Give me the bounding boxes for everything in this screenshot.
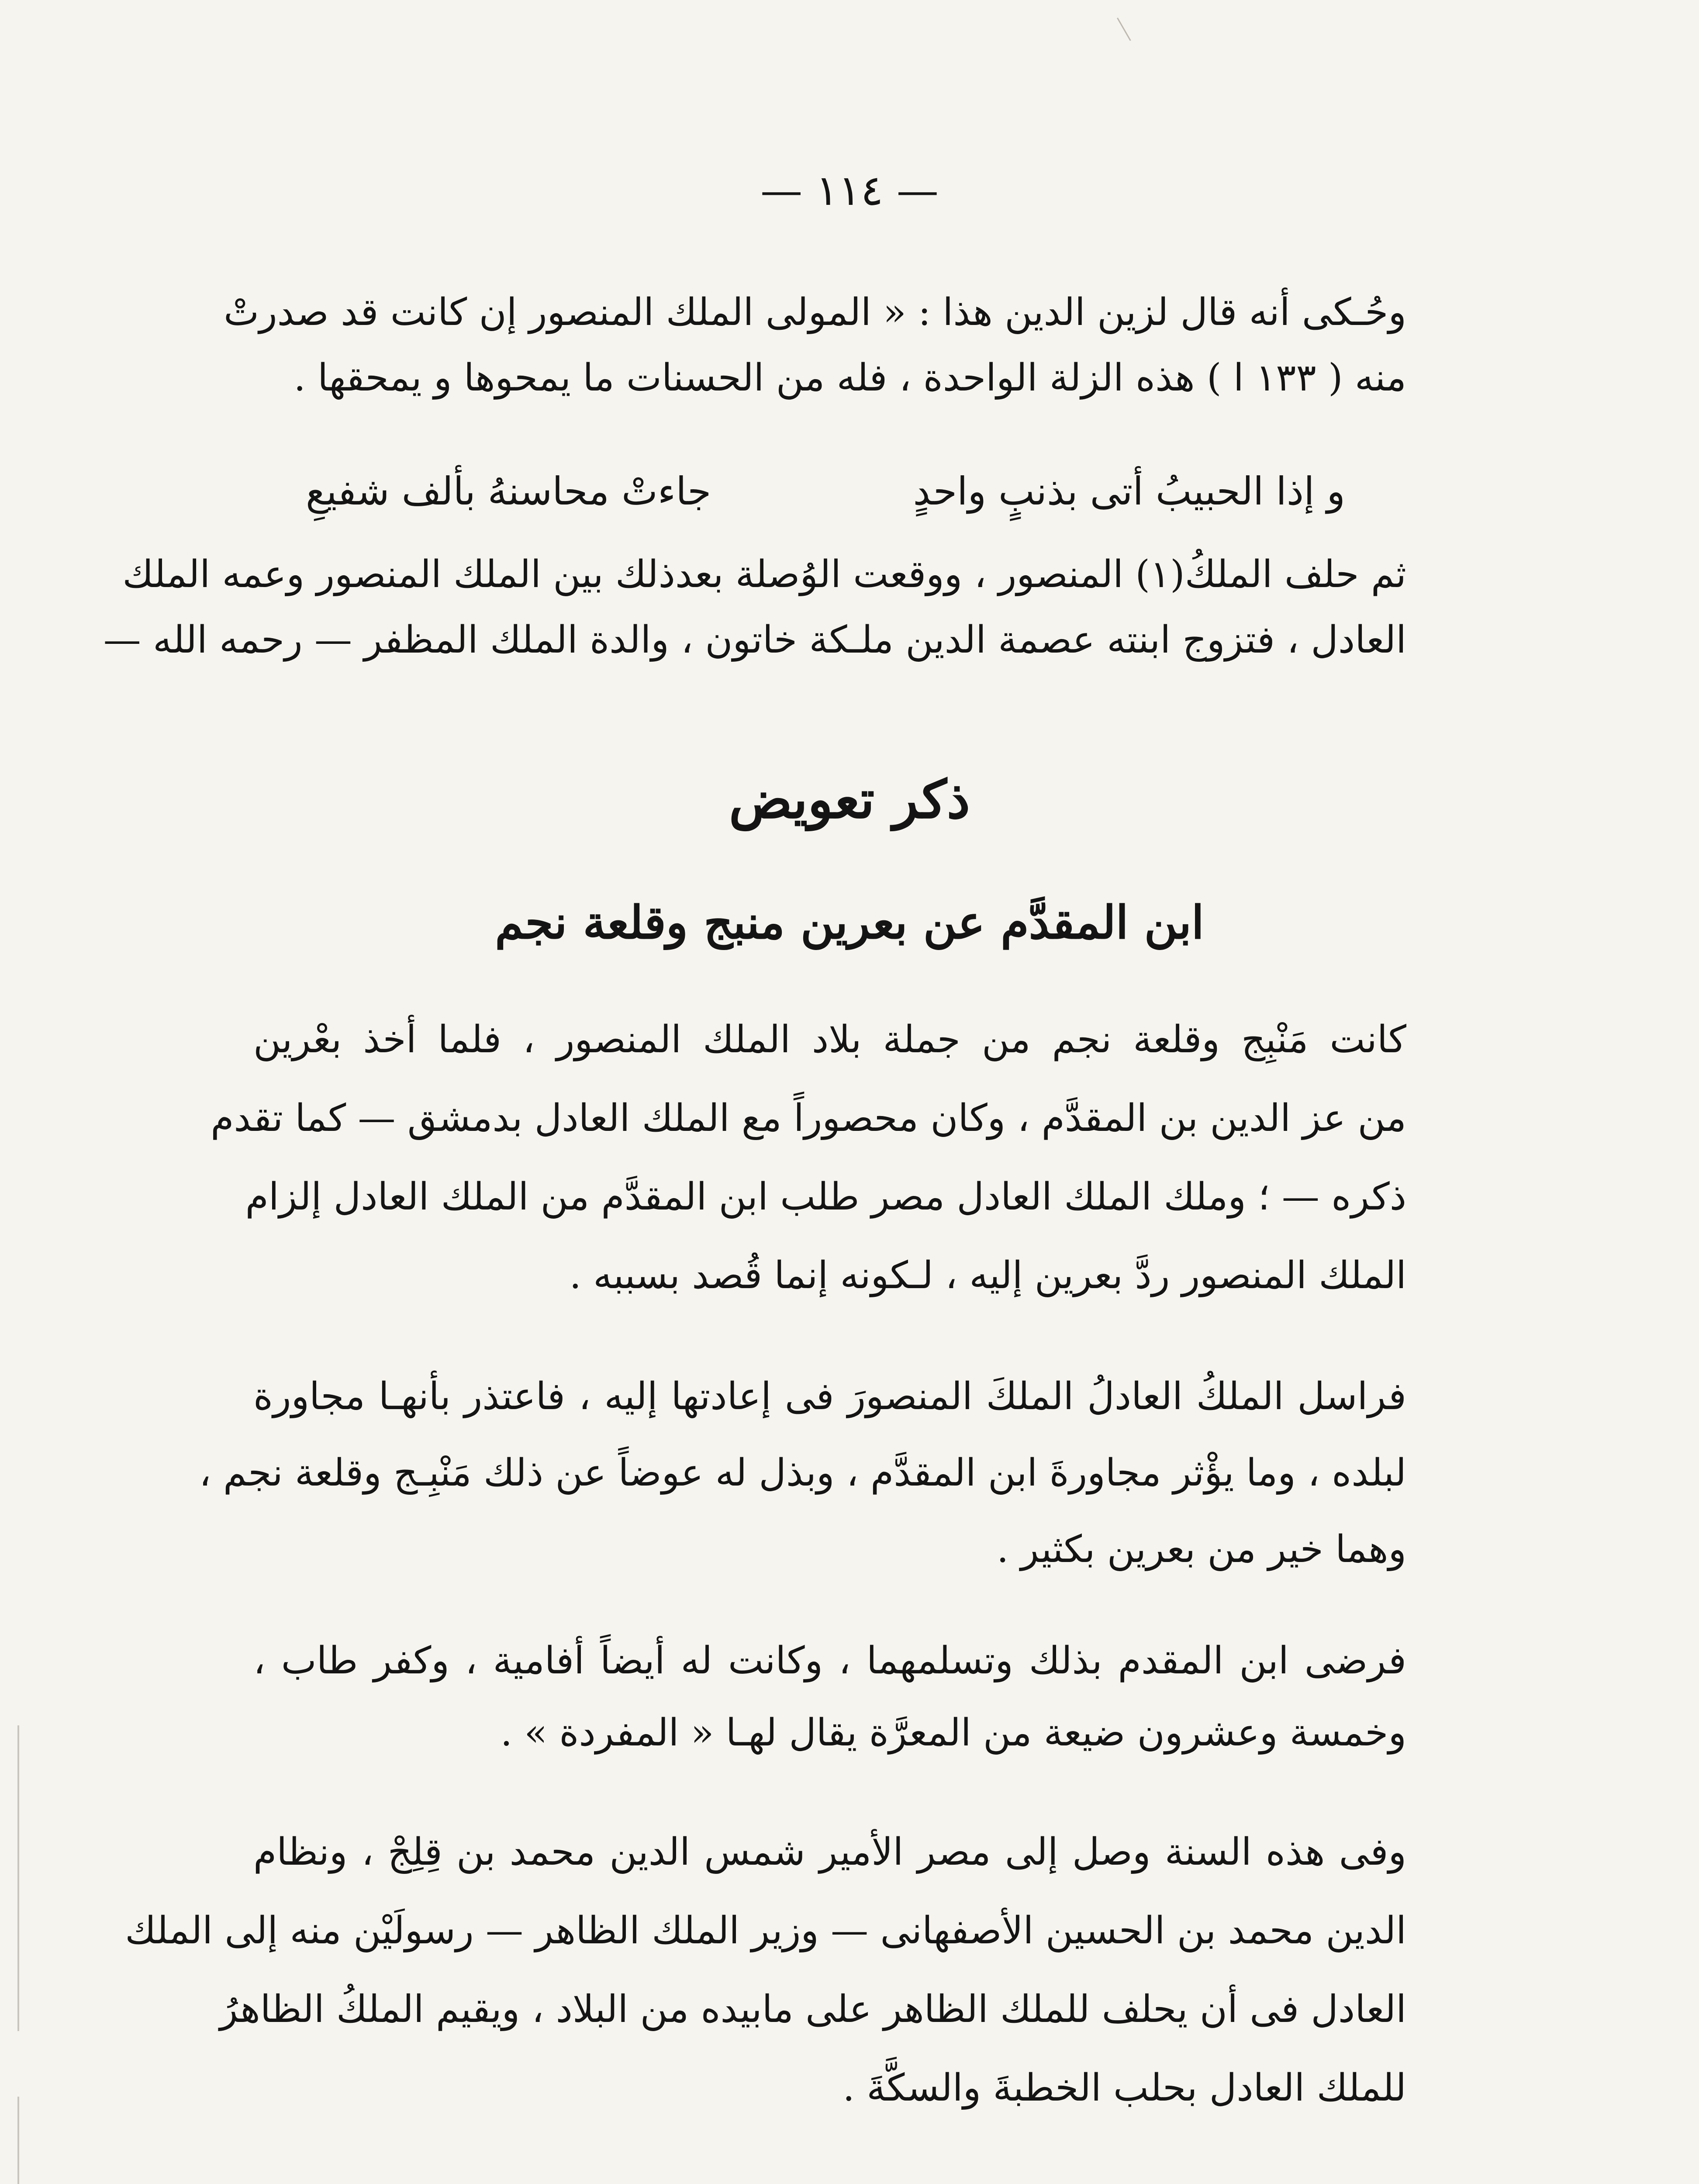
section-subheading: ابن المقدَّم عن بعرين منبج وقلعة نجم [495, 895, 1204, 949]
text-line: وخمسة وعشرون ضيعة من المعرَّة يقال لهـا « المفردة » . [500, 1711, 1406, 1755]
text-line: لبلده ، وما يؤْثر مجاورةَ ابن المقدَّم ، وبذل له عوضاً عن ذلك مَنْبِـج وقلعة نجم ، [199, 1451, 1406, 1495]
text-line: الدين محمد بن الحسين الأصفهانى — وزير الملك الظاهر — رسولَيْن منه إلى الملك [125, 1909, 1406, 1952]
text-line: وفى هذه السنة وصل إلى مصر الأمير شمس الدين محمد بن قِلِجْ ، ونظام [253, 1830, 1406, 1874]
paragraph-2 [103, 542, 1406, 673]
page-number: — ١١٤ — [760, 166, 939, 215]
text-line: وهما خير من بعرين بكثير . [997, 1527, 1406, 1571]
text-line: ذكره — ؛ وملك الملك العادل مصر طلب ابن المقدَّم من الملك العادل إلزام [245, 1175, 1406, 1219]
paragraph-3 [211, 1000, 1407, 1315]
verse-hemistich-left: جاءتْ محاسنهُ بألف شفيعِ [306, 469, 711, 514]
text-line: فراسل الملكُ العادلُ الملكَ المنصورَ فى إعادتها إليه ، فاعتذر بأنهـا مجاورة [253, 1375, 1406, 1418]
section-heading: ذكر تعويض [729, 769, 970, 830]
scan-edge-mark [17, 1725, 19, 2031]
text-line: ثم حلف الملكُ(١) المنصور ، ووقعت الوُصلة بعدذلك بين الملك المنصور وعمه الملك [122, 553, 1406, 596]
poetry-verse [306, 459, 1345, 524]
text-line: للملك العادل بحلب الخطبةَ والسكَّةَ . [843, 2066, 1406, 2110]
paragraph-5 [253, 1625, 1406, 1769]
text-line: وحُـكى أنه قال لزين الدين هذا : « المولى الملك المنصور إن كانت قد صدرتْ [224, 290, 1406, 334]
text-line: العادل فى أن يحلف للملك الظاهر على مابيده من البلاد ، ويقيم الملكُ الظاهرُ [219, 1987, 1406, 2031]
stray-pen-mark [1117, 11, 1142, 41]
text-line: فرضى ابن المقدم بذلك وتسلمهما ، وكانت له أيضاً أفامية ، وكفر طاب ، [253, 1639, 1406, 1683]
verse-hemistich-right: و إذا الحبيبُ أتى بذنبٍ واحدٍ [913, 469, 1345, 514]
paragraph-1 [224, 280, 1406, 411]
text-line: الملك المنصور ردَّ بعرين إليه ، لـكونه إنما قُصد بسببه . [569, 1254, 1406, 1297]
text-line: كانت مَنْبِج وقلعة نجم من جملة بلاد الملك المنصور ، فلما أخذ بعْرين [253, 1018, 1407, 1061]
text-line: العادل ، فتزوج ابنته عصمة الدين ملـكة خاتون ، والدة الملك المظفر — رحمه الله — [103, 618, 1406, 662]
scan-edge-mark [17, 2097, 19, 2184]
text-line: من عز الدين بن المقدَّم ، وكان محصوراً مع الملك العادل بدمشق — كما تقدم [211, 1096, 1406, 1140]
text-line: منه ( ١٣٣ ا ) هذه الزلة الواحدة ، فله من الحسنات ما يمحوها و يمحقها . [294, 356, 1406, 400]
paragraph-4 [199, 1358, 1406, 1588]
paragraph-6 [125, 1813, 1406, 2127]
